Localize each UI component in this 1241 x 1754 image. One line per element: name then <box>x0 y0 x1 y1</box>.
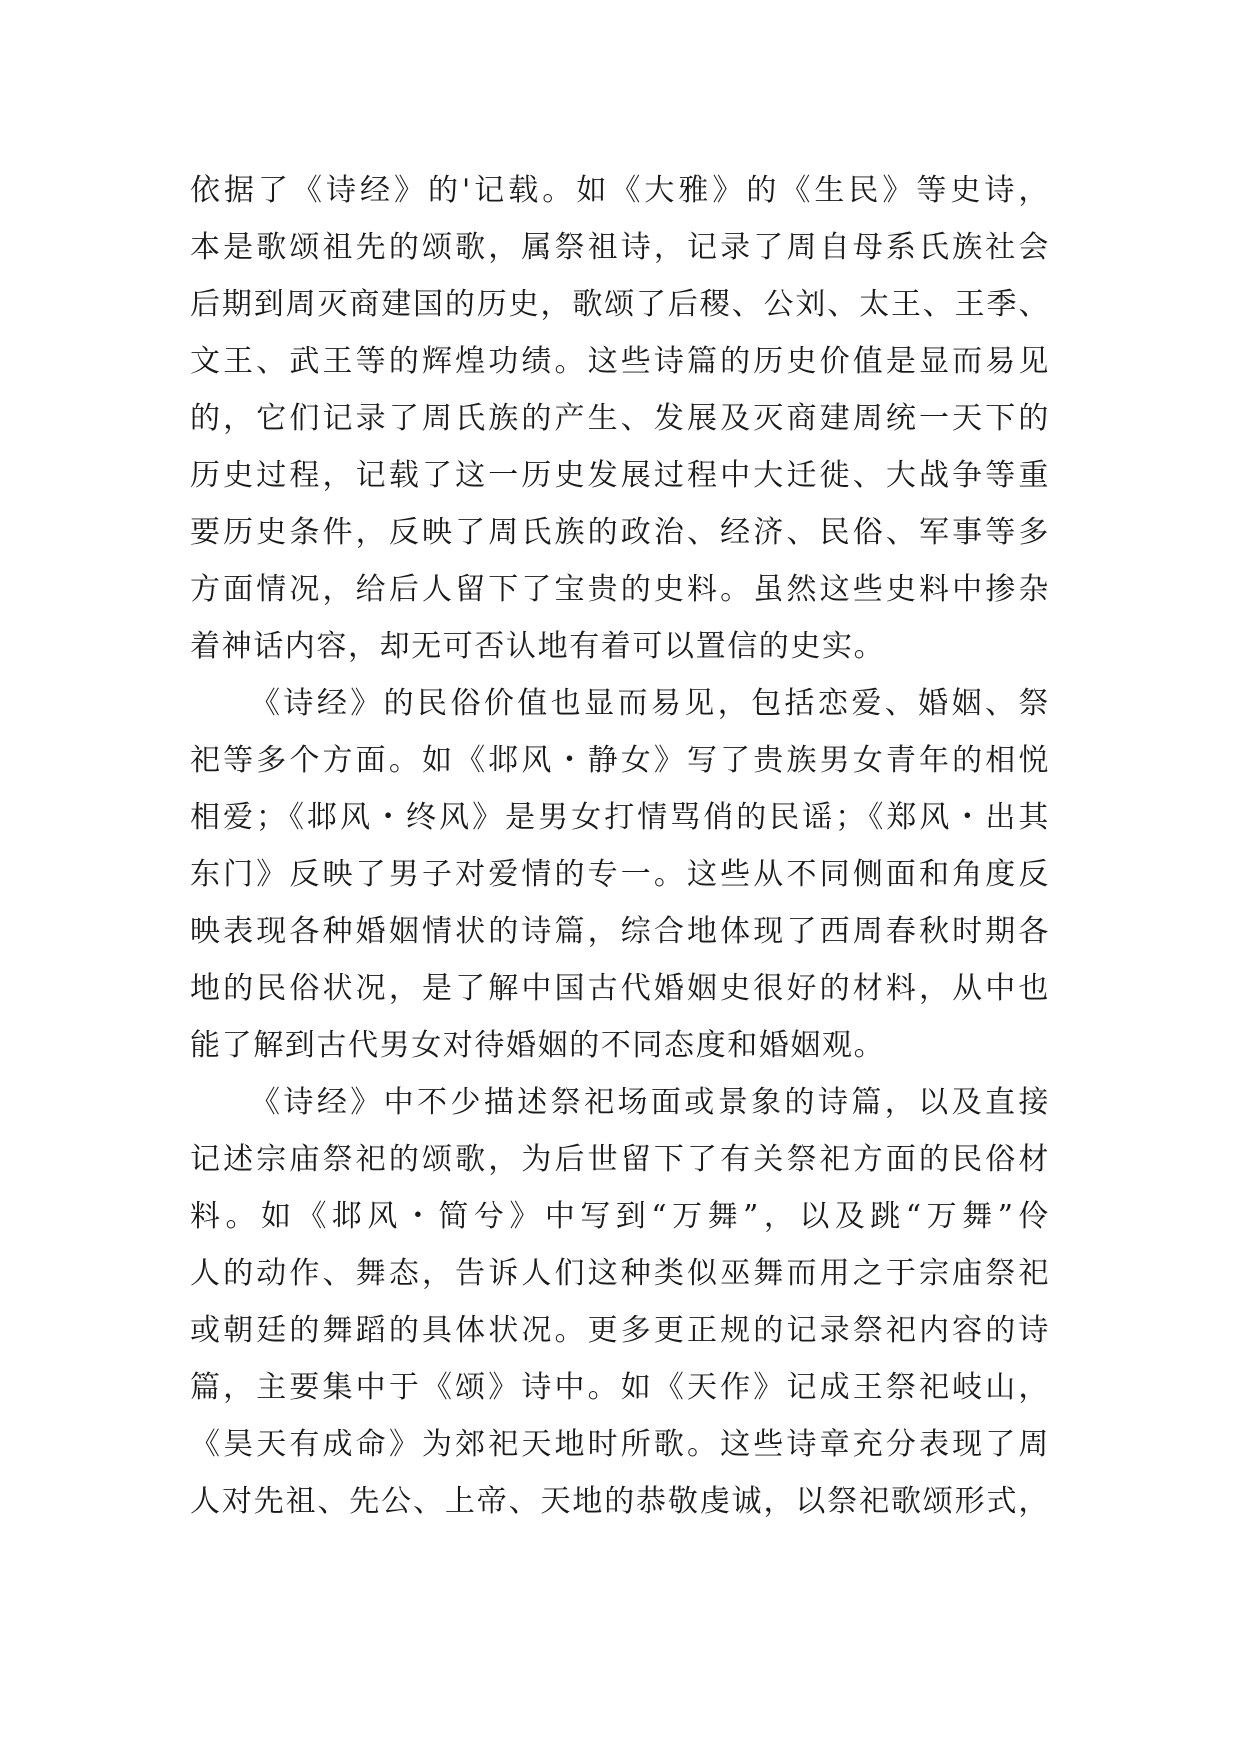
text-line: 篇，主要集中于《颂》诗中。如《天作》记成王祭祀岐山， <box>190 1370 1050 1405</box>
text-line: 文王、武王等的辉煌功绩。这些诗篇的历史价值是显而易见 <box>190 344 1050 379</box>
text-line: 依据了《诗经》的'记载。如《大雅》的《生民》等史诗， <box>190 173 1050 208</box>
text-line: 要历史条件，反映了周氏族的政治、经济、民俗、军事等多 <box>190 515 1050 550</box>
text-line: 后期到周灭商建国的历史，歌颂了后稷、公刘、太王、王季、 <box>190 287 1050 322</box>
text-line: 记述宗庙祭祀的颂歌，为后世留下了有关祭祀方面的民俗材 <box>190 1142 1050 1177</box>
body-text <box>190 162 1050 1530</box>
text-line: 人对先祖、先公、上帝、天地的恭敬虔诚，以祭祀歌颂形式， <box>190 1484 1050 1519</box>
text-line: 人的动作、舞态，告诉人们这种类似巫舞而用之于宗庙祭祀 <box>190 1256 1050 1291</box>
text-line: 《昊天有成命》为郊祀天地时所歌。这些诗章充分表现了周 <box>190 1427 1050 1462</box>
text-line: 东门》反映了男子对爱情的专一。这些从不同侧面和角度反 <box>190 857 1050 892</box>
text-line: 料。如《邶风・简兮》中写到“万舞”，以及跳“万舞”伶 <box>190 1199 1050 1234</box>
text-line: 映表现各种婚姻情状的诗篇，综合地体现了西周春秋时期各 <box>190 914 1050 949</box>
text-line: 地的民俗状况，是了解中国古代婚姻史很好的材料，从中也 <box>190 971 1050 1006</box>
text-line: 相爱；《邶风・终风》是男女打情骂俏的民谣；《郑风・出其 <box>190 800 1050 835</box>
text-line: 的，它们记录了周氏族的产生、发展及灭商建周统一天下的 <box>190 401 1050 436</box>
text-line: 本是歌颂祖先的颂歌，属祭祖诗，记录了周自母系氏族社会 <box>190 230 1050 265</box>
text-line: 方面情况，给后人留下了宝贵的史料。虽然这些史料中掺杂 <box>190 572 1050 607</box>
text-line: 历史过程，记载了这一历史发展过程中大迁徙、大战争等重 <box>190 458 1050 493</box>
text-line: 《诗经》中不少描述祭祀场面或景象的诗篇，以及直接 <box>250 1085 1050 1120</box>
text-line: 《诗经》的民俗价值也显而易见，包括恋爱、婚姻、祭 <box>250 686 1050 721</box>
text-line: 着神话内容，却无可否认地有着可以置信的史实。 <box>190 629 886 664</box>
text-line: 能了解到古代男女对待婚姻的不同态度和婚姻观。 <box>190 1028 886 1063</box>
text-line: 或朝廷的舞蹈的具体状况。更多更正规的记录祭祀内容的诗 <box>190 1313 1050 1348</box>
text-line: 祀等多个方面。如《邶风・静女》写了贵族男女青年的相悦 <box>190 743 1050 778</box>
